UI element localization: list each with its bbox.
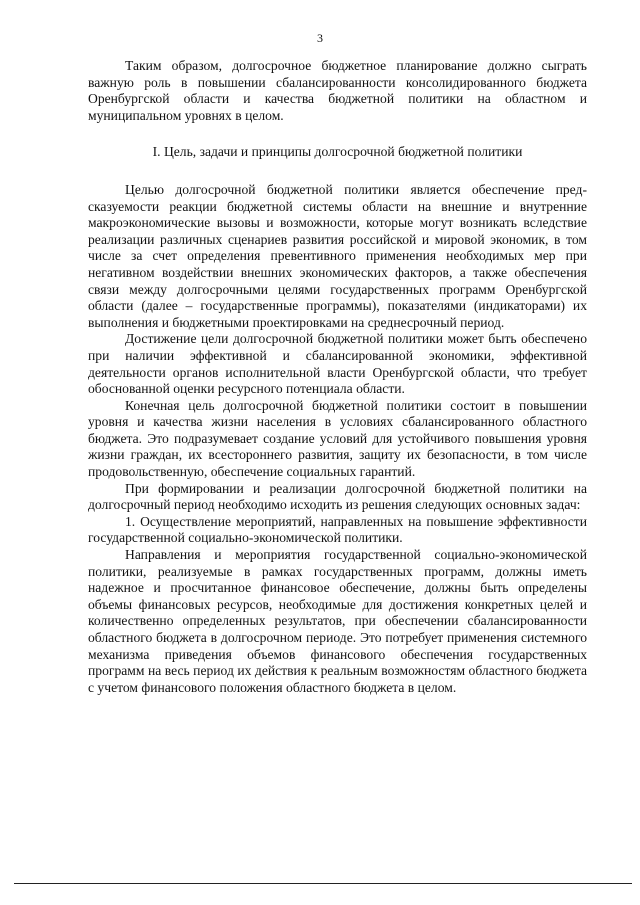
paragraph-directions: Направления и мероприятия государственной социально-экономической политики, реализуемые в рамках государственных программ, должны иметь надежное и просчитанное финансовое обеспечение, должны быть определены объемы финансовых ресурсов, необходимые для достижения конкретных целей и количественно определенных результатов, при обеспечении сбалансированности областного бюджета в долгосрочном периоде. Это потребует применения системного механизма приведения объемов финансового обеспечения государственных программ на весь период их действия к реальным возможностям областного бюджета с учетом финансового положения областного бюджета в целом. [88,547,587,695]
paragraph-achievement: Достижение цели долгосрочной бюджетной политики может быть обеспечено при наличии эффективной и сбалансированной экономики, эффективной деятельности органов исполнительной власти Оренбургской области, что требует обоснованной оценки ресурсного потенциала области. [88,331,587,397]
paragraph-final-goal: Конечная цель долгосрочной бюджетной политики состоит в повышении уровня и качества жизни населения в условиях сбалансированного областного бюджета. Это подразумевает создание условий для устойчивого повышения уровня жизни граждан, их всестороннего развития, защиту их безопасности, в том числе продовольственную, обеспечение социальных гарантий. [88,397,587,480]
bottom-rule [14,883,632,884]
paragraph-goal: Целью долгосрочной бюджетной политики является обеспечение предсказуемости реакции бюджетной системы области на внешние и внутренние макроэкономические вызовы и возможности, которые могут возникать вследствие реализации различных сценариев развития российской и мировой экономик, в том числе за счет определения превентивного применения необходимых мер при негативном воздействии внешних экономических факторов, а также обеспечения связи между долгосрочными целями государственных программ Оренбургской области (далее – государственные программы), показателями (индикаторами) их выполнения и бюджетными проектировками на среднесрочный период. [88,181,587,330]
section-heading: I. Цель, задачи и принципы долгосрочной бюджетной политики [152,144,523,160]
paragraph-task-1: 1. Осуществление мероприятий, направленных на повышение эффективности государственной социально-экономической политики. [88,513,587,546]
paragraph-tasks-intro: При формировании и реализации долгосрочной бюджетной политики на долгосрочный период необходимо исходить из решения следующих основных задач: [88,480,587,513]
page-number: 3 [317,31,323,45]
intro-paragraph: Таким образом, долгосрочное бюджетное планирование должно сыграть важную роль в повышении сбалансированности консолидированного бюджета Оренбургской области и качества бюджетной политики на областном и муниципальном уровнях в целом. [88,58,587,123]
document-body [88,58,587,696]
